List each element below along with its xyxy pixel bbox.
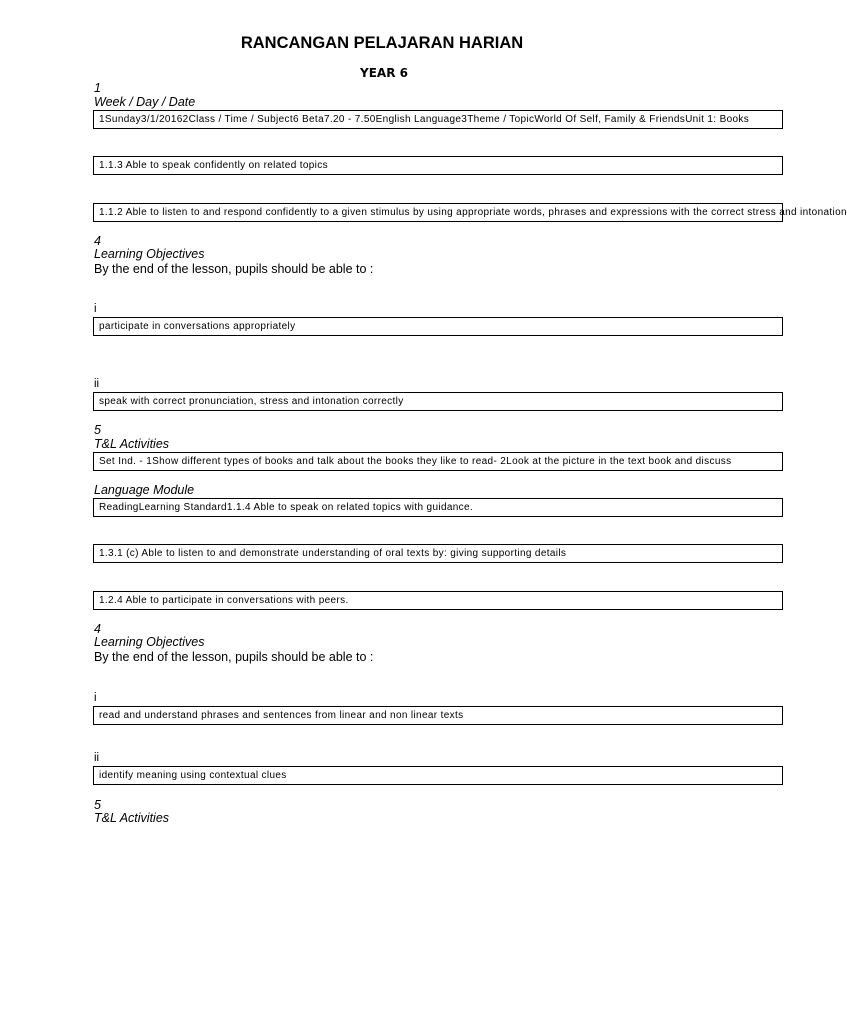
standard-box	[93, 544, 783, 563]
section-number: 5	[94, 423, 101, 437]
page-subtitle: YEAR 6	[360, 66, 408, 80]
objectives-intro: By the end of the lesson, pupils should be able to :	[94, 650, 374, 664]
section-label: T&L Activities	[94, 811, 170, 825]
box-text: ReadingLearning Standard1.1.4 Able to speak on related topics with guidance.	[99, 502, 474, 513]
roman-numeral: ii	[94, 752, 100, 764]
section-label: T&L Activities	[94, 437, 170, 451]
section-label: Learning Objectives	[94, 635, 205, 649]
objective-box	[93, 706, 783, 725]
language-module-box	[93, 498, 783, 517]
box-text: 1.1.2 Able to listen to and respond confidently to a given stimulus by using appropriate words, phrases and expressions with the correct stress and intonation	[99, 207, 847, 218]
box-text: 1Sunday3/1/20162Class / Time / Subject6 Beta7.20 - 7.50English Language3Theme / TopicWorld Of Self, Family & FriendsUnit 1: Books	[99, 114, 750, 125]
box-text: 1.3.1 (c) Able to listen to and demonstrate understanding of oral texts by: giving supporting details	[99, 548, 567, 559]
objective-box	[93, 392, 783, 411]
section-number: 4	[94, 622, 101, 636]
box-text: read and understand phrases and sentences from linear and non linear texts	[99, 710, 464, 721]
section-label: Language Module	[94, 483, 195, 497]
roman-numeral: i	[94, 303, 97, 315]
section-number: 1	[94, 81, 101, 95]
objective-box	[93, 317, 783, 336]
box-text: 1.2.4 Able to participate in conversations with peers.	[99, 595, 349, 606]
week-day-date-box	[93, 110, 783, 129]
section-label: Week / Day / Date	[94, 95, 196, 109]
box-text: identify meaning using contextual clues	[99, 770, 287, 781]
standard-box	[93, 156, 783, 175]
roman-numeral: i	[94, 692, 97, 704]
box-text: 1.1.3 Able to speak confidently on related topics	[99, 160, 328, 171]
standard-box	[93, 591, 783, 610]
standard-box	[93, 203, 847, 222]
roman-numeral: ii	[94, 378, 100, 390]
section-number: 4	[94, 234, 101, 248]
objectives-intro: By the end of the lesson, pupils should be able to :	[94, 262, 374, 276]
page-title: RANCANGAN PELAJARAN HARIAN	[240, 34, 524, 52]
box-text: participate in conversations appropriately	[99, 321, 296, 332]
activities-box	[93, 452, 783, 471]
objective-box	[93, 766, 783, 785]
section-label: Learning Objectives	[94, 247, 205, 261]
section-number: 5	[94, 798, 101, 812]
box-text: speak with correct pronunciation, stress and intonation correctly	[99, 396, 404, 407]
box-text: Set Ind. - 1Show different types of books and talk about the books they like to read- 2Look at the picture in the text book and discuss	[99, 456, 732, 467]
